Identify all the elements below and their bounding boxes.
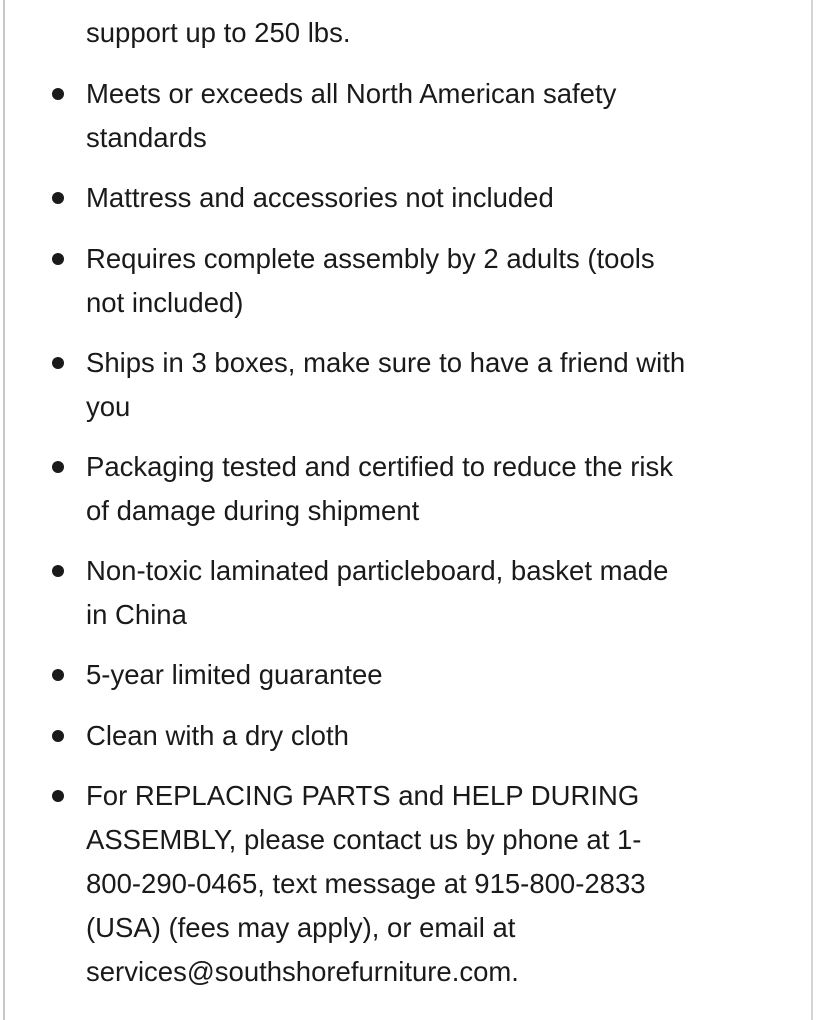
feature-text: in China — [86, 599, 187, 630]
feature-text: Packaging tested and certified to reduce the risk — [86, 451, 674, 482]
feature-text: 800-290-0465, text message at 915-800-2833 — [86, 868, 646, 899]
feature-text: Non-toxic laminated particleboard, basket made — [86, 555, 669, 586]
bullet-icon — [52, 461, 64, 473]
bullet-icon — [52, 790, 64, 802]
feature-text: (USA) (fees may apply), or email at — [86, 912, 516, 943]
feature-text: Mattress and accessories not included — [86, 182, 554, 213]
feature-text: 5-year limited guarantee — [86, 659, 383, 690]
feature-text: of damage during shipment — [86, 495, 420, 526]
feature-text: you — [86, 391, 131, 422]
bullet-icon — [52, 669, 64, 681]
feature-text: standards — [86, 122, 207, 153]
bullet-icon — [52, 565, 64, 577]
contact-email: services@southshorefurniture.com. — [86, 956, 519, 987]
bullet-icon — [52, 730, 64, 742]
feature-text: Ships in 3 boxes, make sure to have a friend with — [86, 347, 686, 378]
feature-text: Clean with a dry cloth — [86, 720, 349, 751]
bullet-icon — [52, 88, 64, 100]
feature-text-cut-off: support up to 250 lbs. — [86, 17, 351, 48]
feature-text: not included) — [86, 287, 244, 318]
feature-text: For REPLACING PARTS and HELP DURING — [86, 780, 640, 811]
feature-text: Meets or exceeds all North American safety — [86, 78, 617, 109]
feature-text: Requires complete assembly by 2 adults (tools — [86, 243, 655, 274]
bullet-icon — [52, 357, 64, 369]
bullet-icon — [52, 192, 64, 204]
feature-text: ASSEMBLY, please contact us by phone at 1- — [86, 824, 642, 855]
bullet-icon — [52, 253, 64, 265]
